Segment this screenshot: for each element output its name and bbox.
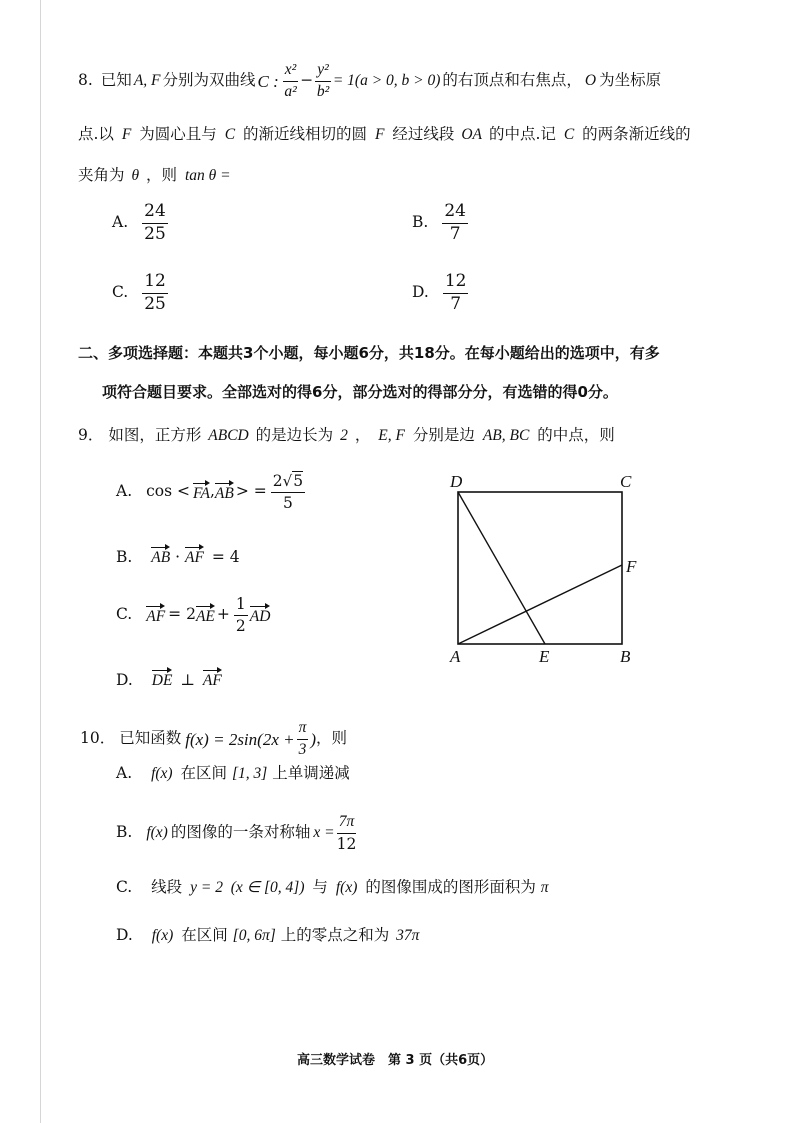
q8-text: 经过线段 xyxy=(392,125,455,143)
q10c-pi: π xyxy=(540,879,549,896)
question-8-line-2 xyxy=(78,127,691,143)
q10-close: ) xyxy=(310,729,317,749)
label-f: F xyxy=(626,557,637,576)
q9-option-c[interactable] xyxy=(116,590,270,640)
q8-var: OA xyxy=(461,126,482,143)
q9-option-b[interactable] xyxy=(116,546,240,566)
q10a-text: 在区间 xyxy=(180,764,228,782)
option-fraction: $\frac{24}{7}$ xyxy=(444,200,466,244)
q8-option-b[interactable] xyxy=(412,198,470,248)
question-8-line-3 xyxy=(78,168,231,184)
q8-text: 的中点.记 xyxy=(488,125,556,143)
vector-ab: AB xyxy=(215,482,234,502)
q9a-gt: > = xyxy=(235,482,267,501)
vector-ab: AB xyxy=(151,546,170,566)
vector-de: DE xyxy=(152,669,173,689)
q10d-fx: f(x) xyxy=(151,927,174,944)
q9c-fraction: $\frac{1}{2}$ xyxy=(235,595,246,635)
q8-text: ，则 xyxy=(146,166,178,184)
option-label: B. xyxy=(412,213,429,232)
page-margin-line xyxy=(40,0,41,1123)
option-label: D. xyxy=(116,671,133,689)
question-10-stem xyxy=(80,716,347,762)
option-label: B. xyxy=(116,823,133,842)
q10b-fx: f(x) xyxy=(146,824,168,842)
q9-text: 的中点，则 xyxy=(537,426,615,444)
q9-var: ABCD xyxy=(208,427,249,444)
option-fraction: $\frac{24}{25}$ xyxy=(144,200,166,244)
q8-eq-tail: = 1(a > 0, b > 0) xyxy=(332,72,441,90)
q8-curve: C : xyxy=(257,71,279,91)
q9a-cos: cos < xyxy=(146,482,191,501)
q8-theta: θ xyxy=(131,167,140,184)
q9-option-a[interactable] xyxy=(116,466,307,518)
q9-text: ， xyxy=(354,426,371,444)
q8-frac-y: $\frac{\text{y²}}{\text{b²}}$ xyxy=(316,61,330,100)
q8-var: C xyxy=(224,126,236,143)
q8-text: 已知 xyxy=(100,71,132,90)
q10b-text: 的图像的一条对称轴 xyxy=(170,823,311,842)
q9-var: AB, BC xyxy=(482,427,530,444)
q8-option-c[interactable] xyxy=(112,268,170,318)
option-label: B. xyxy=(116,548,133,566)
q10-option-d[interactable] xyxy=(116,928,419,944)
q8-option-a[interactable] xyxy=(112,198,170,248)
q10d-text: 上的零点之和为 xyxy=(280,926,390,944)
question-8-line-1 xyxy=(78,61,662,100)
q8-text: 的两条渐近线的 xyxy=(582,125,691,143)
q10d-value: 37π xyxy=(396,927,420,944)
q9c-eq: = 2 xyxy=(168,605,196,624)
q8-text: 为圆心且与 xyxy=(139,125,217,143)
q8-text: 分别为双曲线 xyxy=(162,71,256,90)
q9d-perp: ⊥ xyxy=(180,671,195,689)
q10-fraction: $\frac{\pi}{3}$ xyxy=(298,719,307,758)
question-9-stem xyxy=(78,428,615,444)
option-label: A. xyxy=(112,213,129,232)
q9-text: 分别是边 xyxy=(412,426,475,444)
q8-frac-x: $\frac{\text{x²}}{\text{a²}}$ xyxy=(284,61,297,100)
q9-option-d[interactable] xyxy=(116,669,222,689)
q10c-segment: y = 2 (x ∈ [0, 4]) xyxy=(190,879,305,896)
q8-var: O xyxy=(584,72,597,90)
q10c-text: 与 xyxy=(312,878,328,896)
q9-number: 9． xyxy=(78,426,104,444)
segment-af xyxy=(458,565,622,644)
vector-af: AF xyxy=(203,669,222,689)
q9a-comma: , xyxy=(209,482,215,501)
option-fraction: $\frac{12}{25}$ xyxy=(144,270,166,314)
vector-af: AF xyxy=(185,546,204,566)
q8-var: F xyxy=(121,126,132,143)
q9b-rhs: = 4 xyxy=(211,548,240,566)
q10b-xeq: x = xyxy=(313,824,335,842)
q8-var: F xyxy=(374,126,385,143)
option-label: C. xyxy=(112,283,129,302)
q8-minus: − xyxy=(300,71,314,90)
q9c-plus: + xyxy=(216,605,230,624)
option-label: A. xyxy=(116,764,133,782)
q8-number: 8. xyxy=(78,71,93,90)
q10a-interval: [1, 3] xyxy=(231,765,268,782)
q9-text: 如图，正方形 xyxy=(108,426,202,444)
q10a-text: 上单调递减 xyxy=(272,764,350,782)
q10c-text: 线段 xyxy=(151,878,183,896)
vector-ae: AE xyxy=(196,605,215,625)
q10d-interval: [0, 6π] xyxy=(232,927,276,944)
q10-text: 已知函数 xyxy=(119,729,182,748)
option-label: D. xyxy=(412,283,429,302)
option-label: D. xyxy=(116,926,133,944)
q10-option-c[interactable] xyxy=(116,880,549,896)
label-b: B xyxy=(620,647,631,666)
q8-text: 点.以 xyxy=(78,125,114,143)
label-a: A xyxy=(450,647,461,666)
page-footer: 高三数学试卷 第 3 页（共6页） xyxy=(297,1053,494,1068)
label-c: C xyxy=(620,472,632,491)
q9-text: 的是边长为 xyxy=(255,426,334,444)
q10d-text: 在区间 xyxy=(181,926,228,944)
option-label: C. xyxy=(116,605,133,624)
q10a-fx: f(x) xyxy=(151,765,173,782)
q8-text: 为坐标原 xyxy=(599,71,662,90)
q8-vars: A, F xyxy=(133,72,161,90)
square-abcd xyxy=(458,492,622,644)
q8-text: 的渐近线相切的圆 xyxy=(243,125,368,143)
q8-text: 的右顶点和右焦点， xyxy=(442,71,582,90)
section-2-header-line-2: 项符合题目要求。全部选对的得6分，部分选对的得部分分，有选错的得0分。 xyxy=(102,383,618,401)
segment-de xyxy=(458,492,545,644)
vector-ad: AD xyxy=(250,605,271,625)
q10-function: f(x) = 2sin(2x + xyxy=(185,729,295,749)
q10-text: ，则 xyxy=(316,729,348,748)
q10c-fx: f(x) xyxy=(335,879,358,896)
vector-af: AF xyxy=(146,605,165,625)
section-2-header-line-1: 二、多项选择题：本题共3个小题，每小题6分，共18分。在每小题给出的选项中，有多 xyxy=(78,344,660,362)
option-label: C. xyxy=(116,878,133,896)
q10-option-a[interactable] xyxy=(116,766,350,782)
q10-option-b[interactable] xyxy=(116,808,358,858)
q9b-dot: · xyxy=(175,548,181,566)
q9-var: 2 xyxy=(340,427,348,444)
q8-option-d[interactable] xyxy=(412,268,470,318)
q10b-fraction: $\frac{7\pi}{12}$ xyxy=(336,813,357,853)
q10c-text: 的图像围成的图形面积为 xyxy=(365,878,536,896)
q8-text: 夹角为 xyxy=(78,166,125,184)
label-d: D xyxy=(450,472,463,491)
option-fraction: $\frac{12}{7}$ xyxy=(444,270,467,314)
q10-number: 10． xyxy=(80,729,116,748)
label-e: E xyxy=(539,647,550,666)
q9-square-figure xyxy=(440,465,650,670)
q8-tan: tan θ = xyxy=(184,167,231,184)
q9-var: E, F xyxy=(378,427,405,444)
q8-var: C xyxy=(563,126,575,143)
vector-fa: FA xyxy=(193,482,210,502)
option-label: A. xyxy=(116,482,133,501)
q9a-fraction: $\frac{2√5}{5}$ xyxy=(272,471,304,512)
